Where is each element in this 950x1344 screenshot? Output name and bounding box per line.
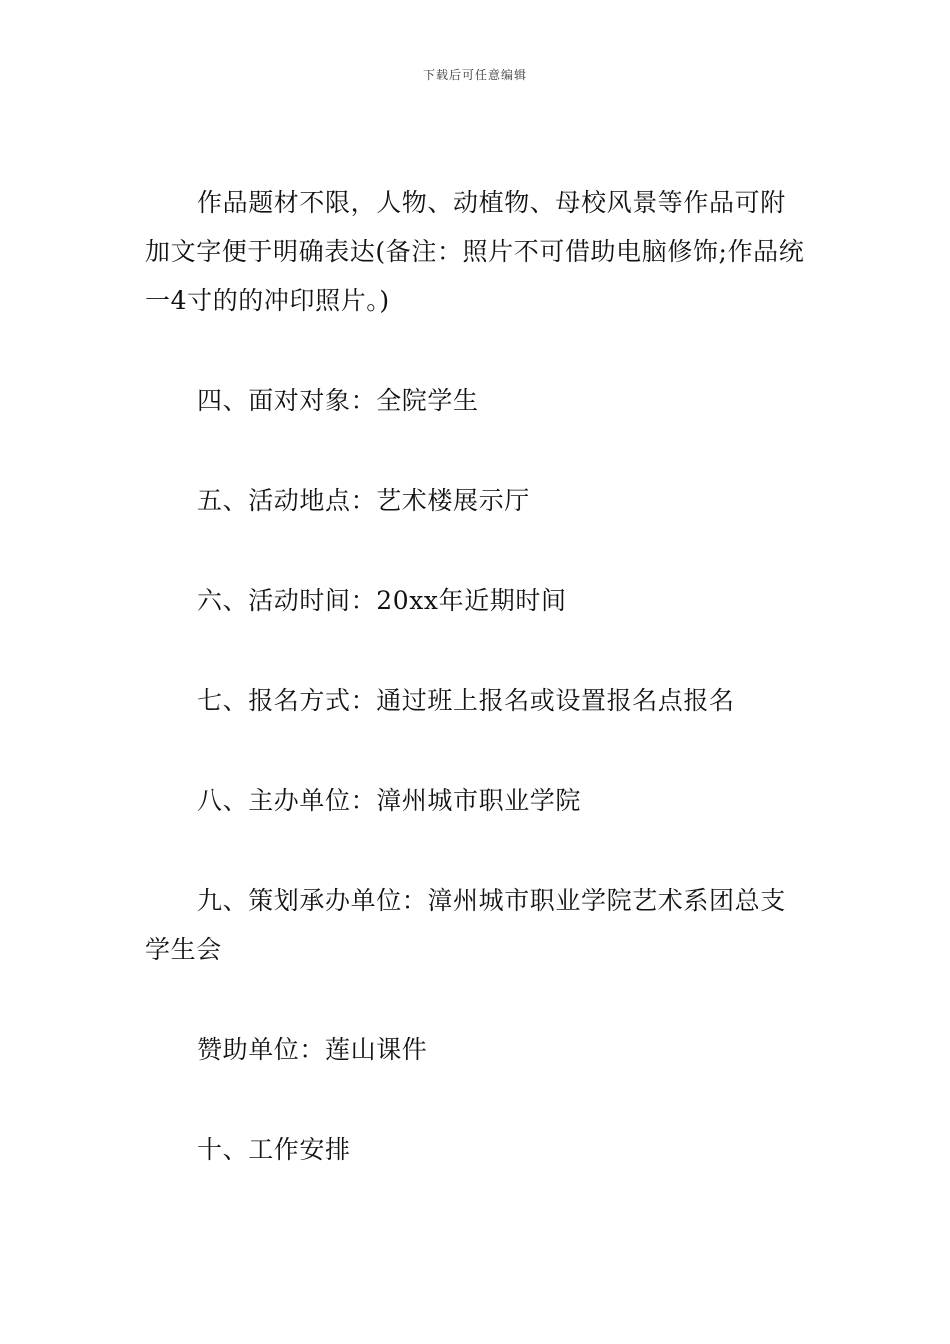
page-header-note: 下载后可任意编辑 [422, 68, 527, 82]
paragraph-sponsor: 赞助单位：莲山课件 [197, 1035, 428, 1064]
paragraph-registration-method: 七、报名方式：通过班上报名或设置报名点报名 [197, 686, 735, 715]
paragraph-activity-location: 五、活动地点：艺术楼展示厅 [197, 486, 530, 515]
paragraph-works-theme: 作品题材不限，人物、动植物、母校风景等作品可附加文字便于明确表达(备注：照片不可借助电脑修饰;作品统一4寸的的冲印照片。) [145, 188, 805, 315]
paragraph-organizer: 九、策划承办单位：漳州城市职业学院艺术系团总支学生会 [145, 886, 786, 964]
paragraph-work-arrangement: 十、工作安排 [197, 1135, 351, 1164]
paragraph-activity-time: 六、活动时间：20xx年近期时间 [197, 586, 567, 615]
paragraph-target-audience: 四、面对对象：全院学生 [197, 386, 479, 415]
document-body [145, 178, 810, 1174]
paragraph-host-organization: 八、主办单位：漳州城市职业学院 [197, 786, 582, 815]
